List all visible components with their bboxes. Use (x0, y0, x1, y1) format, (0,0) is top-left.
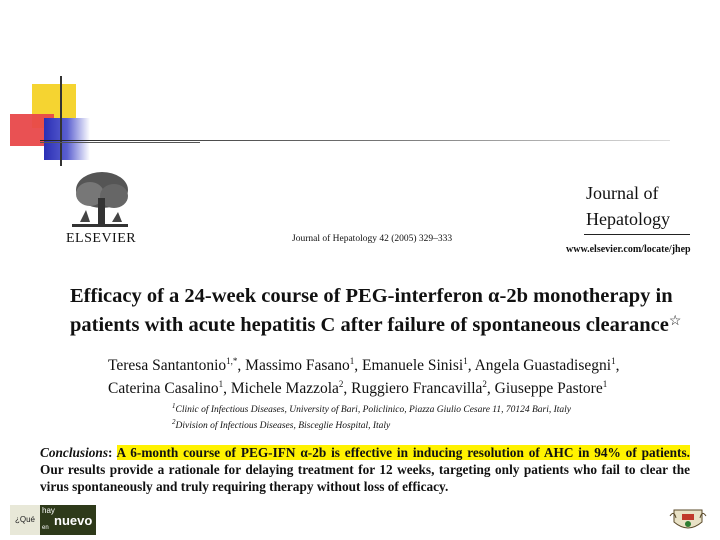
author-affiliation-mark: 1 (349, 356, 355, 366)
decor-blue-square (44, 118, 90, 160)
publisher-name: ELSEVIER (66, 231, 137, 246)
author-affiliation-mark: 1 (602, 379, 608, 390)
decor-vertical-line (60, 76, 62, 166)
author-list (108, 352, 708, 398)
decor-horizontal-rule-short (40, 142, 200, 143)
journal-masthead (586, 180, 670, 232)
author-name: Angela Guastadisegni (474, 357, 612, 375)
affiliations (172, 400, 692, 432)
journal-name-line1: Journal of (586, 183, 659, 203)
journal-reference: Journal of Hepatology 42 (2005) 329–333 (292, 234, 453, 244)
affiliation-2: $^2$Division of Infectious Diseases, Bisceglie Hospital, Italy (172, 418, 391, 432)
author-name: Caterina Casalino (108, 380, 219, 398)
title-footnote-mark: ☆ (668, 314, 682, 329)
author-affiliation-mark: 1 (463, 356, 468, 366)
author-name: Emanuele Sinisi (362, 357, 464, 375)
que-hay-de-nuevo-badge (10, 505, 96, 535)
author-affiliation-mark: 1 (218, 379, 224, 390)
decor-horizontal-rule (40, 140, 670, 141)
author-affiliation-mark: 1,* (226, 356, 238, 366)
badge-hay-text: hay (42, 506, 55, 515)
journal-url[interactable]: www.elsevier.com/locate/jhep (566, 244, 691, 255)
conclusions-label: Conclusions (40, 445, 108, 460)
badge-left-text: ¿Qué (10, 505, 40, 535)
title-line-2: patients with acute hepatitis C after failure of spontaneous clearance☆ (70, 314, 682, 336)
author-affiliation-mark: 2 (482, 379, 487, 390)
conclusions-highlight: A 6-month course of PEG-IFN α-2b is effective in inducing resolution of AHC in 94% of patients. (116, 445, 690, 460)
title-line-1: Efficacy of a 24-week course of PEG-interferon α-2b monotherapy in (70, 285, 673, 307)
author-line-1: Teresa Santantonio$^{1,*}$, Massimo Fasano$^1$, Emanuele Sinisi$^1$, Angela Guastadisegni$^1$, (108, 356, 620, 375)
author-line-2: Caterina Casalino$^1$, Michele Mazzola$^2$, Ruggiero Francavilla$^2$, Giuseppe Pastore$^1$ (108, 379, 608, 398)
affiliation-1: $^1$Clinic of Infectious Diseases, University of Bari, Policlinico, Piazza Giulio Cesare 11, 70124 Bari, Italy (172, 402, 572, 416)
badge-nuevo-text: nuevo (54, 513, 93, 528)
badge-en-text: en (42, 525, 49, 531)
conclusions-paragraph: Conclusions: A 6-month course of PEG-IFN α-2b is effective in inducing resolution of AHC in 94% of patients. Our results provide a rationale for delaying treatment for 12 weeks, targeting only patients who fail to clear the virus spontaneously and truly requiring therapy without loss of efficacy. (40, 445, 690, 494)
badge-right-panel (40, 505, 96, 535)
journal-name-line2: Hepatology (586, 209, 670, 229)
paper-title (70, 283, 710, 338)
author-name: Massimo Fasano (245, 357, 350, 375)
author-name: Teresa Santantonio (108, 357, 227, 375)
conclusions-text: Our results provide a rationale for delaying treatment for 12 weeks, targeting only patients who fail to clear the virus spontaneously and truly requiring therapy without loss of efficacy. (40, 462, 690, 494)
author-name: Giuseppe Pastore (494, 380, 603, 398)
institution-crest-icon (668, 506, 708, 534)
author-affiliation-mark: 2 (338, 379, 344, 390)
author-name: Ruggiero Francavilla (351, 380, 483, 398)
elsevier-tree-logo (68, 170, 132, 230)
author-affiliation-mark: 1 (611, 356, 616, 366)
author-name: Michele Mazzola (230, 380, 339, 398)
